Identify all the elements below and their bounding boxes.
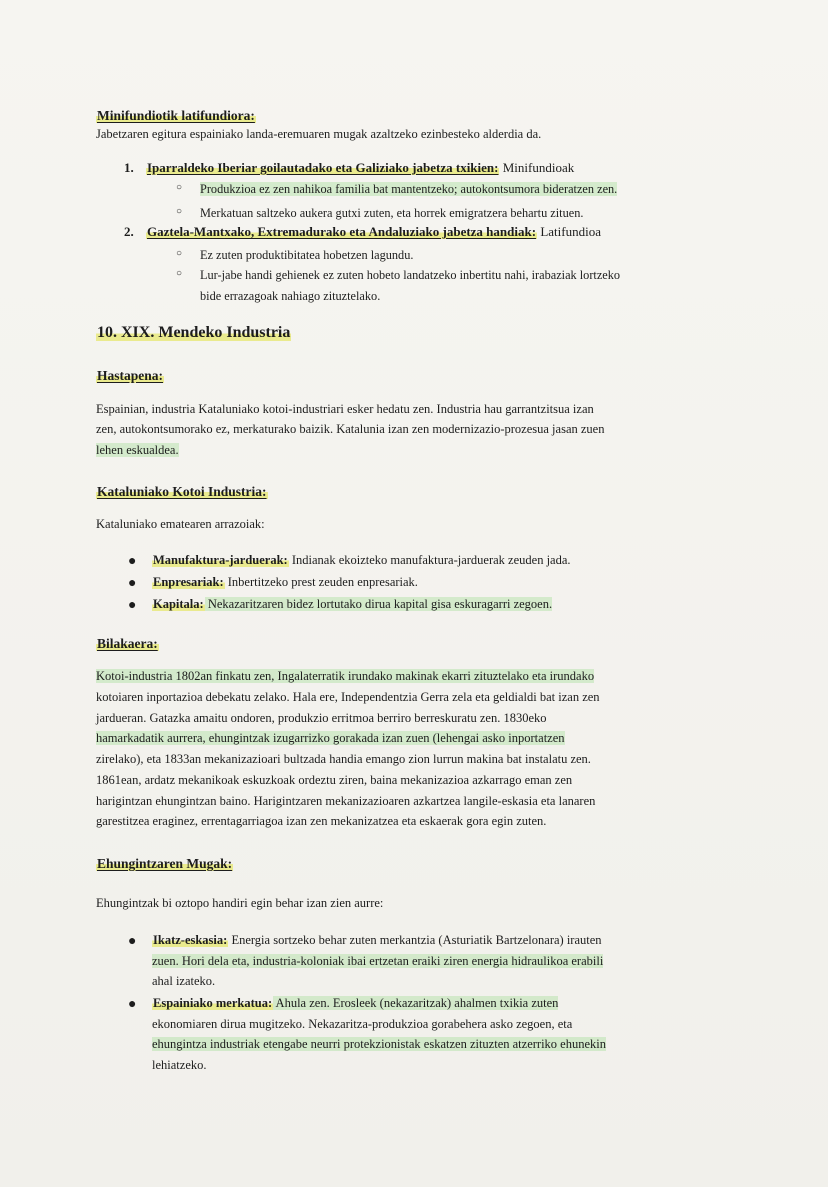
item-rest-text: Minifundioak: [499, 160, 575, 175]
circle-bullet-icon: ○: [176, 182, 183, 193]
sub-item-text: Merkatuan saltzeko aukera gutxi zuten, eta horrek emigratzera behartu zituen.: [200, 206, 584, 220]
numbered-item-1: [124, 160, 574, 176]
item-rest-text: Latifundioa: [537, 224, 601, 239]
bullet-bold-text: Kapitala:: [153, 597, 204, 611]
sub-item-text: Produkzioa ez zen nahikoa familia bat mantentzeko; autokontsumora bideratzen zen.: [200, 182, 618, 196]
sub-item-text: Ez zuten produktibitatea hobetzen lagundu.: [200, 248, 414, 262]
sub-item: [176, 266, 621, 286]
bullet-dot-icon: ●: [128, 554, 137, 569]
intro-paragraph: Jabetzaren egitura espainiako landa-eremuaren mugak azaltzeko ezinbesteko alderdia da.: [96, 127, 542, 141]
bullet-dot-icon: ●: [128, 576, 137, 591]
heading-text: Minifundiotik latifundiora:: [97, 108, 255, 123]
paragraph-line: kotoiaren inportazioa debekatu zelako. Hala ere, Independentzia Gerra zela eta geldialdi bat izan zen: [96, 689, 600, 704]
bullet-dot-icon: ●: [128, 598, 137, 613]
bullet-bold-text: Enpresariak:: [153, 575, 224, 589]
circle-bullet-icon: ○: [176, 268, 183, 279]
sub-item: [176, 246, 414, 266]
paragraph-line: Kotoi-industria 1802an finkatu zen, Ingalaterratik irundako makinak ekarri zituztelako eta irundako: [96, 669, 595, 683]
bullet-line: lehiatzeko.: [152, 1057, 207, 1072]
item-number: 2.: [124, 224, 134, 239]
paragraph-line: 1861ean, ardatz mekanikoak eskuzkoak ordeztu ziren, baina mekanizazioa azkarrago eman zen: [96, 772, 573, 787]
bullet-item: [128, 594, 553, 615]
bullet-item: [128, 993, 738, 1076]
bullet-line: zuen. Hori dela eta, industria-koloniak ibai ertzetan eraiki ziren energia hidraulikoa erabili: [152, 953, 604, 968]
heading-text: Ehungintzaren Mugak:: [97, 856, 233, 871]
circle-bullet-icon: ○: [176, 206, 183, 217]
bullet-item: [128, 550, 571, 571]
subheading-kotoi-industria: [96, 484, 268, 500]
bullet-line: ahal izateko.: [152, 974, 216, 989]
bullet-dot-icon: ●: [128, 934, 137, 949]
subheading-hastapena: [96, 368, 164, 384]
item-bold-text: Iparraldeko Iberiar goilautadako eta Galiziako jabetza txikien:: [147, 160, 499, 175]
paragraph-line: lehen eskualdea.: [96, 442, 179, 457]
sub-item: [176, 180, 618, 200]
bullet-rest-text: Nekazaritzaren bidez lortutako dirua kapital gisa eskuragarri zegoen.: [204, 597, 553, 611]
section-title-industria: [96, 324, 291, 342]
bullet-bold-text: Manufaktura-jarduerak:: [153, 553, 288, 567]
bullet-item: [128, 572, 418, 593]
paragraph-line: garestitzea eraginez, errentagarriagoa izan zen mekanizatzea eta eskaerak gora egin zuten.: [96, 814, 547, 829]
heading-text: Bilakaera:: [97, 636, 158, 651]
hastapena-paragraph: [96, 399, 720, 460]
bullet-rest-text: Inbertitzeko prest zeuden enpresariak.: [224, 575, 418, 589]
mugak-intro: Ehungintzak bi oztopo handiri egin behar izan zien aurre:: [96, 896, 384, 910]
sub-item-continuation: bide errazagoak nahiago zituztelako.: [200, 289, 381, 303]
heading-text: Hastapena:: [97, 368, 164, 383]
circle-bullet-icon: ○: [176, 248, 183, 259]
paragraph-line: jardueran. Gatazka amaitu ondoren, produkzio erritmoa berriro berreskuratu zen. 1830eko: [96, 710, 547, 725]
item-bold-text: Gaztela-Mantxako, Extremadurako eta Andaluziako jabetza handiak:: [147, 224, 537, 239]
bullet-line: Energia sortzeko behar zuten merkantzia (Asturiatik Bartzelonara) irauten: [228, 933, 602, 947]
bullet-item: [128, 930, 738, 992]
section-title-text: 10. XIX. Mendeko Industria: [97, 324, 291, 341]
sub-item: [176, 204, 584, 224]
bullet-bold-text: Ikatz-eskasia:: [153, 933, 228, 947]
bullet-line: ekonomiaren dirua mugitzeko. Nekazaritza-produkzioa gorabehera asko zegoen, eta: [152, 1016, 573, 1031]
item-number: 1.: [124, 160, 134, 175]
heading-text: Kataluniako Kotoi Industria:: [97, 484, 267, 499]
numbered-item-2: [124, 224, 601, 240]
bullet-rest-text: Indianak ekoizteko manufaktura-jarduerak zeuden jada.: [288, 553, 571, 567]
paragraph-line: zen, autokontsumorako ez, merkaturako baizik. Katalunia izan zen modernizazio-prozesua jasan zuen: [96, 422, 605, 437]
kotoi-intro: Kataluniako ematearen arrazoiak:: [96, 517, 265, 531]
bullet-line: Ahula zen. Erosleek (nekazaritzak) ahalmen txikia zuten: [273, 996, 559, 1010]
subheading-ehungintza-mugak: [96, 856, 233, 872]
paragraph-line: Espainian, industria Kataluniako kotoi-industriari esker hedatu zen. Industria hau garrantzitsua izan: [96, 402, 594, 416]
subheading-bilakaera: [96, 636, 159, 652]
bullet-bold-text: Espainiako merkatua:: [153, 996, 273, 1010]
bullet-line: ehungintza industriak etengabe neurri protekzionistak eskatzen zituzten atzerriko ehunekin: [152, 1037, 606, 1052]
paragraph-line: hamarkadatik aurrera, ehungintzak izugarrizko gorakada izan zuen (lehengai asko inportatzen: [96, 731, 565, 746]
bullet-dot-icon: ●: [128, 997, 137, 1012]
paragraph-line: zirelako), eta 1833an mekanizazioari bultzada handia emango zion lurrun makina bat instalatu zen.: [96, 752, 591, 766]
bilakaera-paragraph: [96, 666, 720, 832]
sub-item-text: Lur-jabe handi gehienek ez zuten hobeto landatzeko inbertitu nahi, irabaziak lortzeko: [200, 268, 621, 282]
paragraph-line: harigintzan ehungintzan baino. Harigintzaren mekanizazioaren azkartzea langile-eskasia eta lanaren: [96, 793, 596, 808]
section-heading-minifundio: [96, 108, 256, 124]
